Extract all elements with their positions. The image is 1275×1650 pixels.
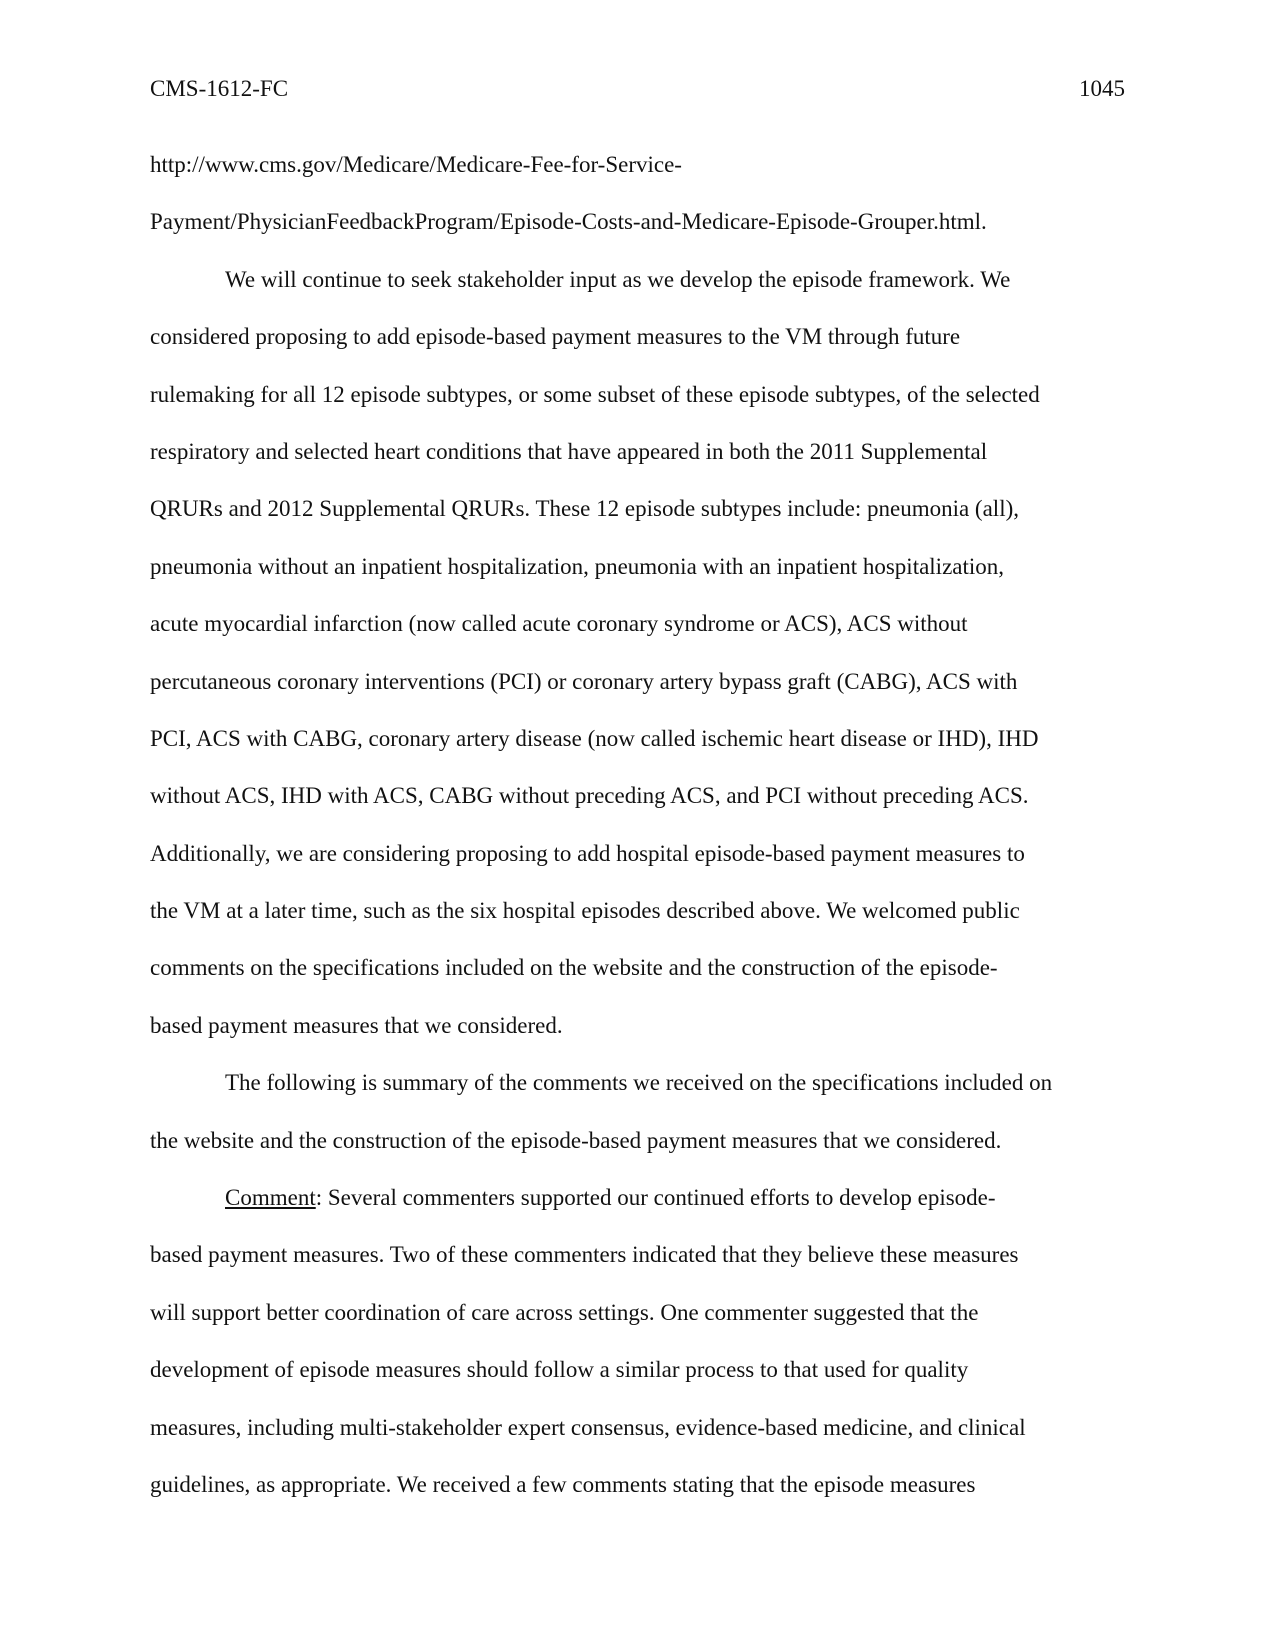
paragraph-line: pneumonia without an inpatient hospitalization, pneumonia with an inpatient hospitalization,: [150, 553, 1005, 579]
page-number: 1045: [1079, 76, 1125, 101]
paragraph-line: development of episode measures should follow a similar process to that used for quality: [150, 1357, 969, 1383]
paragraph-line: based payment measures. Two of these commenters indicated that they believe these measures: [150, 1242, 1019, 1268]
paragraph-line: rulemaking for all 12 episode subtypes, or some subset of these episode subtypes, of the selected: [150, 381, 1040, 407]
paragraph-line: The following is summary of the comments we received on the specifications included on: [225, 1070, 1053, 1096]
paragraph-line: the VM at a later time, such as the six hospital episodes described above. We welcomed public: [150, 898, 1020, 924]
paragraph-line: guidelines, as appropriate. We received a few comments stating that the episode measures: [150, 1471, 976, 1497]
paragraph-line: Additionally, we are considering proposing to add hospital episode-based payment measures to: [150, 840, 1025, 866]
paragraph-line: We will continue to seek stakeholder input as we develop the episode framework. We: [225, 266, 1011, 292]
paragraph-line: measures, including multi-stakeholder expert consensus, evidence-based medicine, and clinical: [150, 1414, 1026, 1440]
url-line: http://www.cms.gov/Medicare/Medicare-Fee-for-Service-: [150, 152, 682, 177]
paragraph-line: without ACS, IHD with ACS, CABG without preceding ACS, and PCI without preceding ACS.: [150, 783, 1029, 809]
paragraph-line: respiratory and selected heart conditions that have appeared in both the 2011 Supplemental: [150, 438, 988, 464]
comment-label: Comment: [225, 1185, 316, 1211]
document-id: CMS-1612-FC: [150, 76, 289, 101]
comment-text: : Several commenters supported our continued efforts to develop episode-: [315, 1185, 996, 1211]
paragraph-line: PCI, ACS with CABG, coronary artery disease (now called ischemic heart disease or IHD), IHD: [150, 725, 1039, 751]
url-line: Payment/PhysicianFeedbackProgram/Episode-Costs-and-Medicare-Episode-Grouper.html.: [150, 209, 987, 235]
paragraph-line: QRURs and 2012 Supplemental QRURs. These 12 episode subtypes include: pneumonia (all),: [150, 496, 1019, 522]
paragraph-line: acute myocardial infarction (now called acute coronary syndrome or ACS), ACS without: [150, 611, 968, 637]
body-text: [150, 150, 1130, 1527]
paragraph-line: percutaneous coronary interventions (PCI) or coronary artery bypass graft (CABG), ACS with: [150, 668, 1018, 694]
paragraph-line: comments on the specifications included on the website and the construction of the episode-: [150, 955, 998, 981]
paragraph-line: based payment measures that we considered.: [150, 1012, 563, 1038]
paragraph-line: the website and the construction of the episode-based payment measures that we considered.: [150, 1127, 1002, 1153]
paragraph-line: will support better coordination of care across settings. One commenter suggested that the: [150, 1299, 979, 1325]
paragraph-line: considered proposing to add episode-based payment measures to the VM through future: [150, 324, 961, 350]
comment-line: [150, 1183, 1130, 1240]
